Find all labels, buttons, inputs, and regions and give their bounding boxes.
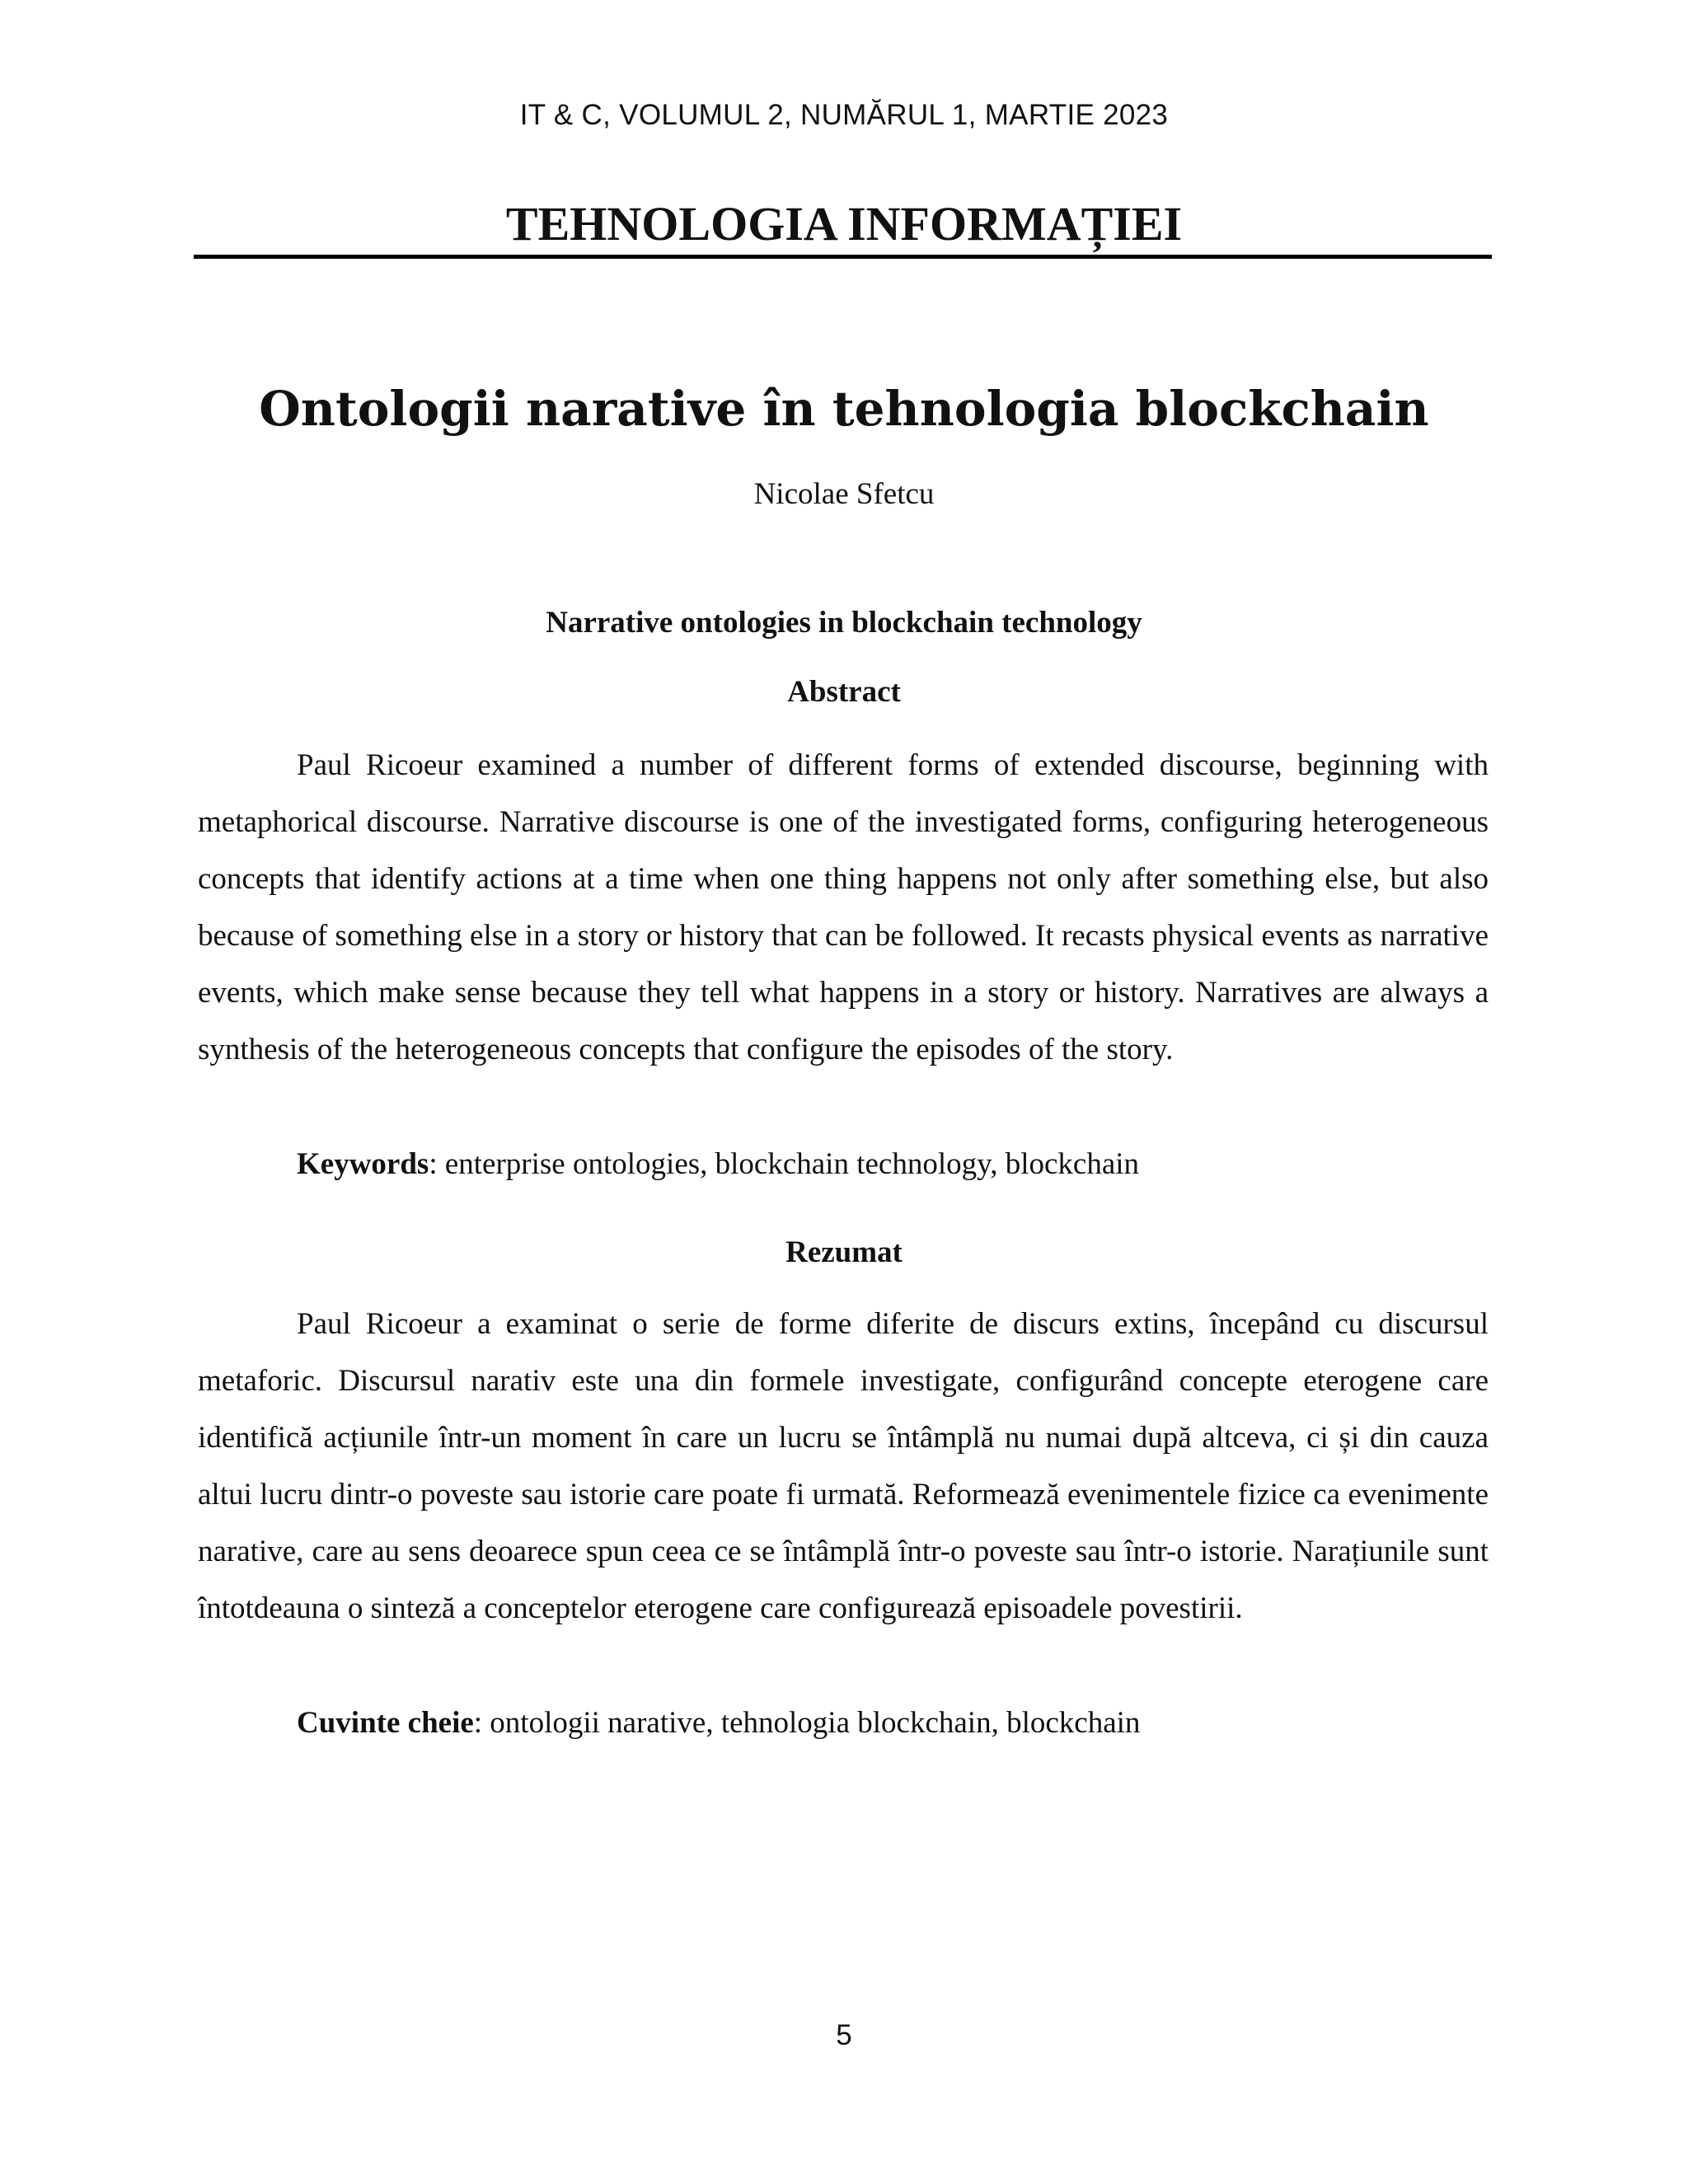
english-title: Narrative ontologies in blockchain technology: [546, 606, 1142, 640]
section-divider: [194, 255, 1492, 259]
keywords-label: Keywords: [297, 1147, 429, 1181]
running-header: IT & C, VOLUMUL 2, NUMĂRUL 1, MARTIE 2023: [519, 99, 1169, 131]
section-title: TEHNOLOGIA INFORMAȚIEI: [505, 197, 1183, 251]
keywords-line: [297, 1136, 1492, 1193]
cuvinte-cheie-text: : ontologii narative, tehnologia blockchain, blockchain: [473, 1706, 1141, 1740]
page-number: 5: [836, 2019, 852, 2051]
abstract-heading: Abstract: [787, 675, 901, 709]
cuvinte-cheie-line: [297, 1694, 1492, 1751]
keywords-text: : enterprise ontologies, blockchain technology, blockchain: [429, 1147, 1140, 1181]
author-name: Nicolae Sfetcu: [753, 477, 935, 511]
abstract-paragraph: Paul Ricoeur examined a number of different forms of extended discourse, beginning with metaphorical discourse. Narrative discourse is one of the investigated forms, configuring heterogeneous concepts that identify actions at a time when one thing happens not only after something else, but also because of something else in a story or history that can be followed. It recasts physical events as narrative events, which make sense because they tell what happens in a story or history. Narratives are always a synthesis of the heterogeneous concepts that configure the episodes of the story.: [198, 748, 1489, 1066]
article-title: Ontologii narative în tehnologia blockchain: [259, 381, 1429, 437]
rezumat-heading: Rezumat: [785, 1235, 903, 1269]
cuvinte-cheie-label: Cuvinte cheie: [297, 1706, 474, 1740]
rezumat-paragraph: Paul Ricoeur a examinat o serie de forme diferite de discurs extins, începând cu discursul metaforic. Discursul narativ este una din formele investigate, configurând concepte eterogene care identifică acțiunile într-un moment în care un lucru se întâmplă nu numai după altceva, ci și din cauza altui lucru dintr-o poveste sau istorie care poate fi urmată. Reformează evenimentele fizice ca evenimente narative, care au sens deoarece spun ceea ce se întâmplă într-o poveste sau într-o istorie. Narațiunile sunt întotdeauna o sinteză a conceptelor eterogene care configurează episoadele povestirii.: [198, 1307, 1489, 1625]
